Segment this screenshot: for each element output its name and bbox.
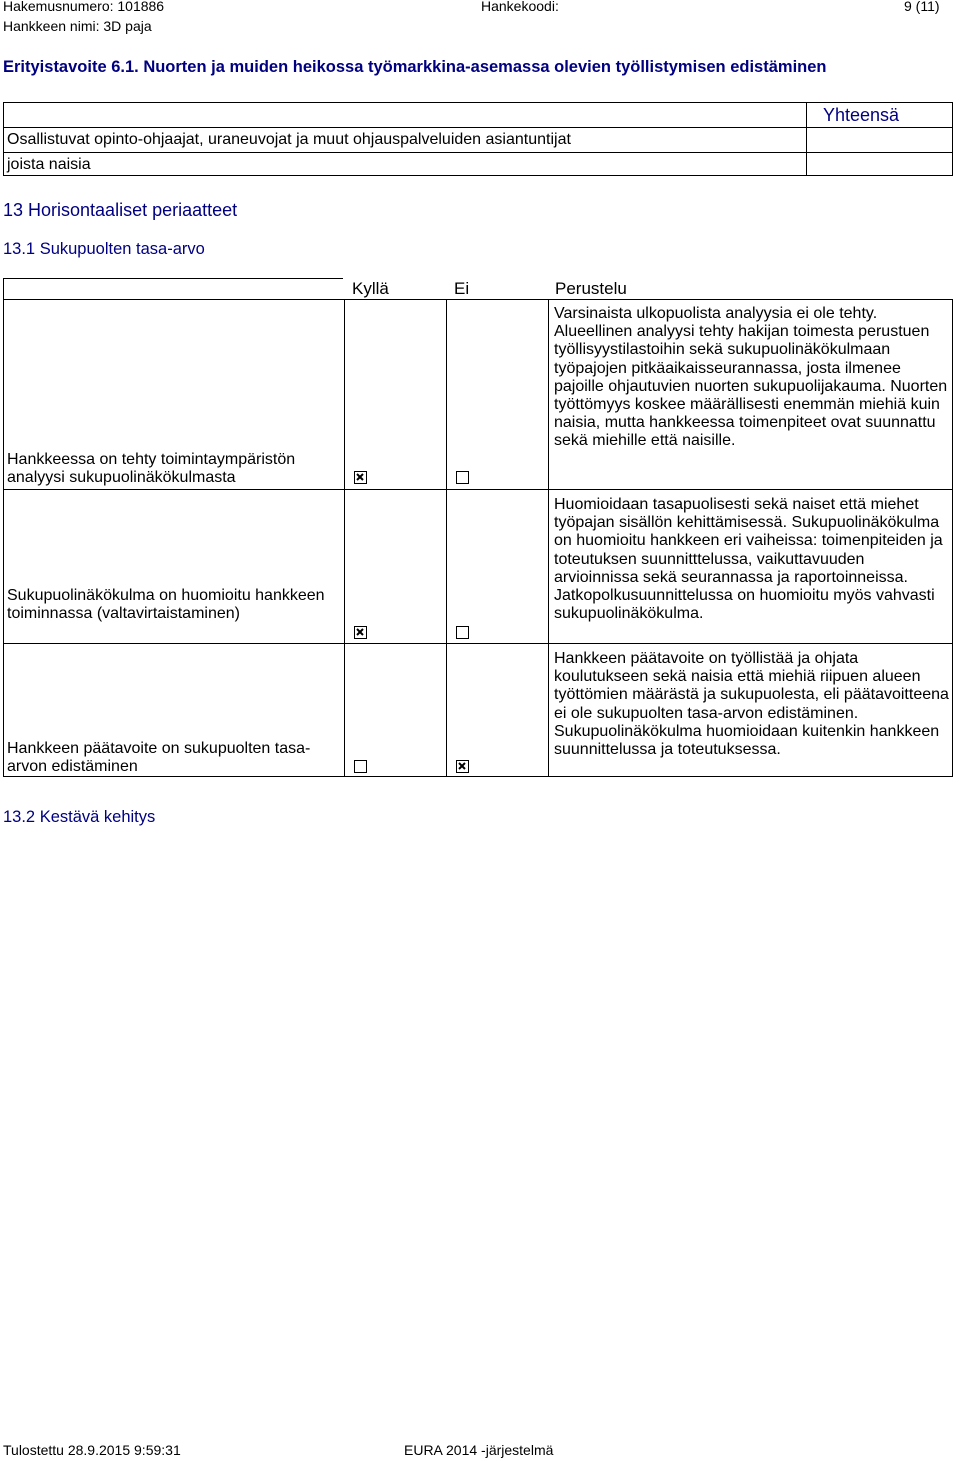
total-header: Yhteensä [823, 105, 900, 125]
section-13-1-title: 13.1 Sukupuolten tasa-arvo [3, 240, 205, 258]
col-yes-header: Kyllä [352, 279, 389, 298]
gender-row-1-no-cell [446, 299, 549, 490]
objective-title: Erityistavoite 6.1. Nuorten ja muiden heikossa työmarkkina-asemassa olevien työllistymisen edistäminen [3, 58, 827, 76]
printed-timestamp: Tulostettu 28.9.2015 9:59:31 [3, 1442, 181, 1458]
gender-row-1-no-checkbox[interactable] [456, 471, 469, 484]
women-row [3, 152, 807, 176]
women-row-value [806, 152, 953, 176]
section-13-2-title: 13.2 Kestävä kehitys [3, 808, 156, 826]
gender-row-3-no-checkbox[interactable] [456, 760, 469, 773]
gender-row-3-yes-cell [344, 643, 447, 777]
gender-row-3-reason: Hankkeen päätavoite on työllistää ja ohjata koulutukseen sekä naisia että miehiä riipuen alueen työttömien määrästä ja sukupuolesta, eli päätavoitteena ei ole sukupuolten tasa-arvon edistäminen. Sukupuolinäkökulma huomioidaan kuitenkin hankkeen suunnittelussa ja toteutuksessa. [554, 650, 949, 759]
gender-row-2-yes-checkbox[interactable] [354, 626, 367, 639]
gender-row-2-no-checkbox[interactable] [456, 626, 469, 639]
gender-row-1-label: Hankkeessa on tehty toimintaympäristön analyysi sukupuolinäkökulmasta [7, 451, 296, 486]
gender-row-2-label: Sukupuolinäkökulma on huomioitu hankkeen toiminnassa (valtavirtaistaminen) [7, 587, 325, 622]
system-name: EURA 2014 -järjestelmä [404, 1442, 554, 1458]
page-number: 9 (11) [904, 0, 940, 14]
gender-row-1-reason: Varsinaista ulkopuolista analyysia ei ole tehty. Alueellinen analyysi tehty hakijan toimesta perustuen työllisyystilastoihin sekä sukupuolinäkökulmaan työpajojen pitkäaikaisseurannassa, josta ilmenee pajoille ohjautuvien nuorten sukupuolijakauma. Nuorten työttömyys koskee määrällisesti enemmän miehiä kuin naisia, mutta hankkeessa toimenpiteet ovat suunnattu sekä miehille että naisille. [554, 305, 948, 450]
col-no-header: Ei [454, 279, 470, 298]
gender-row-1-yes-cell [344, 299, 447, 490]
participants-row [3, 127, 807, 153]
gender-row-3-no-cell [446, 643, 549, 777]
participants-row-label: Osallistuvat opinto-ohjaajat, uraneuvojat ja muut ohjauspalveluiden asiantuntijat [7, 131, 571, 148]
gender-row-3-label: Hankkeen päätavoite on sukupuolten tasa-arvon edistäminen [7, 740, 311, 775]
gender-row-2-no-cell [446, 489, 549, 644]
gender-row-2-yes-cell [344, 489, 447, 644]
participants-row-value [806, 127, 953, 153]
gender-row-1-yes-checkbox[interactable] [354, 471, 367, 484]
women-row-label: joista naisia [7, 156, 91, 173]
total-header-cell [806, 102, 953, 128]
participants-header-blank [3, 102, 807, 128]
gender-row-2-reason: Huomioidaan tasapuolisesti sekä naiset että miehet työpajan sisällön kehittämisessä. Sukupuolinäkökulma on huomioitu hankkeen eri vaiheissa: toimenpiteiden ja toteutuksen suunnitttelussa, vaikuttavuuden arvioinnissa sekä seurannassa ja raportoinneissa. Jatkopolkusuunnittelussa on huomioitu myös vahvasti sukupuolinäkökulma. [554, 496, 943, 623]
application-number: Hakemusnumero: 101886 [3, 0, 165, 14]
project-code-label: Hankekoodi: [481, 0, 559, 14]
project-name: Hankkeen nimi: 3D paja [3, 18, 152, 34]
col-reason-header: Perustelu [555, 279, 627, 298]
gender-header-blank [3, 278, 343, 300]
section-13-title: 13 Horisontaaliset periaatteet [3, 200, 238, 220]
gender-row-3-yes-checkbox[interactable] [354, 760, 367, 773]
